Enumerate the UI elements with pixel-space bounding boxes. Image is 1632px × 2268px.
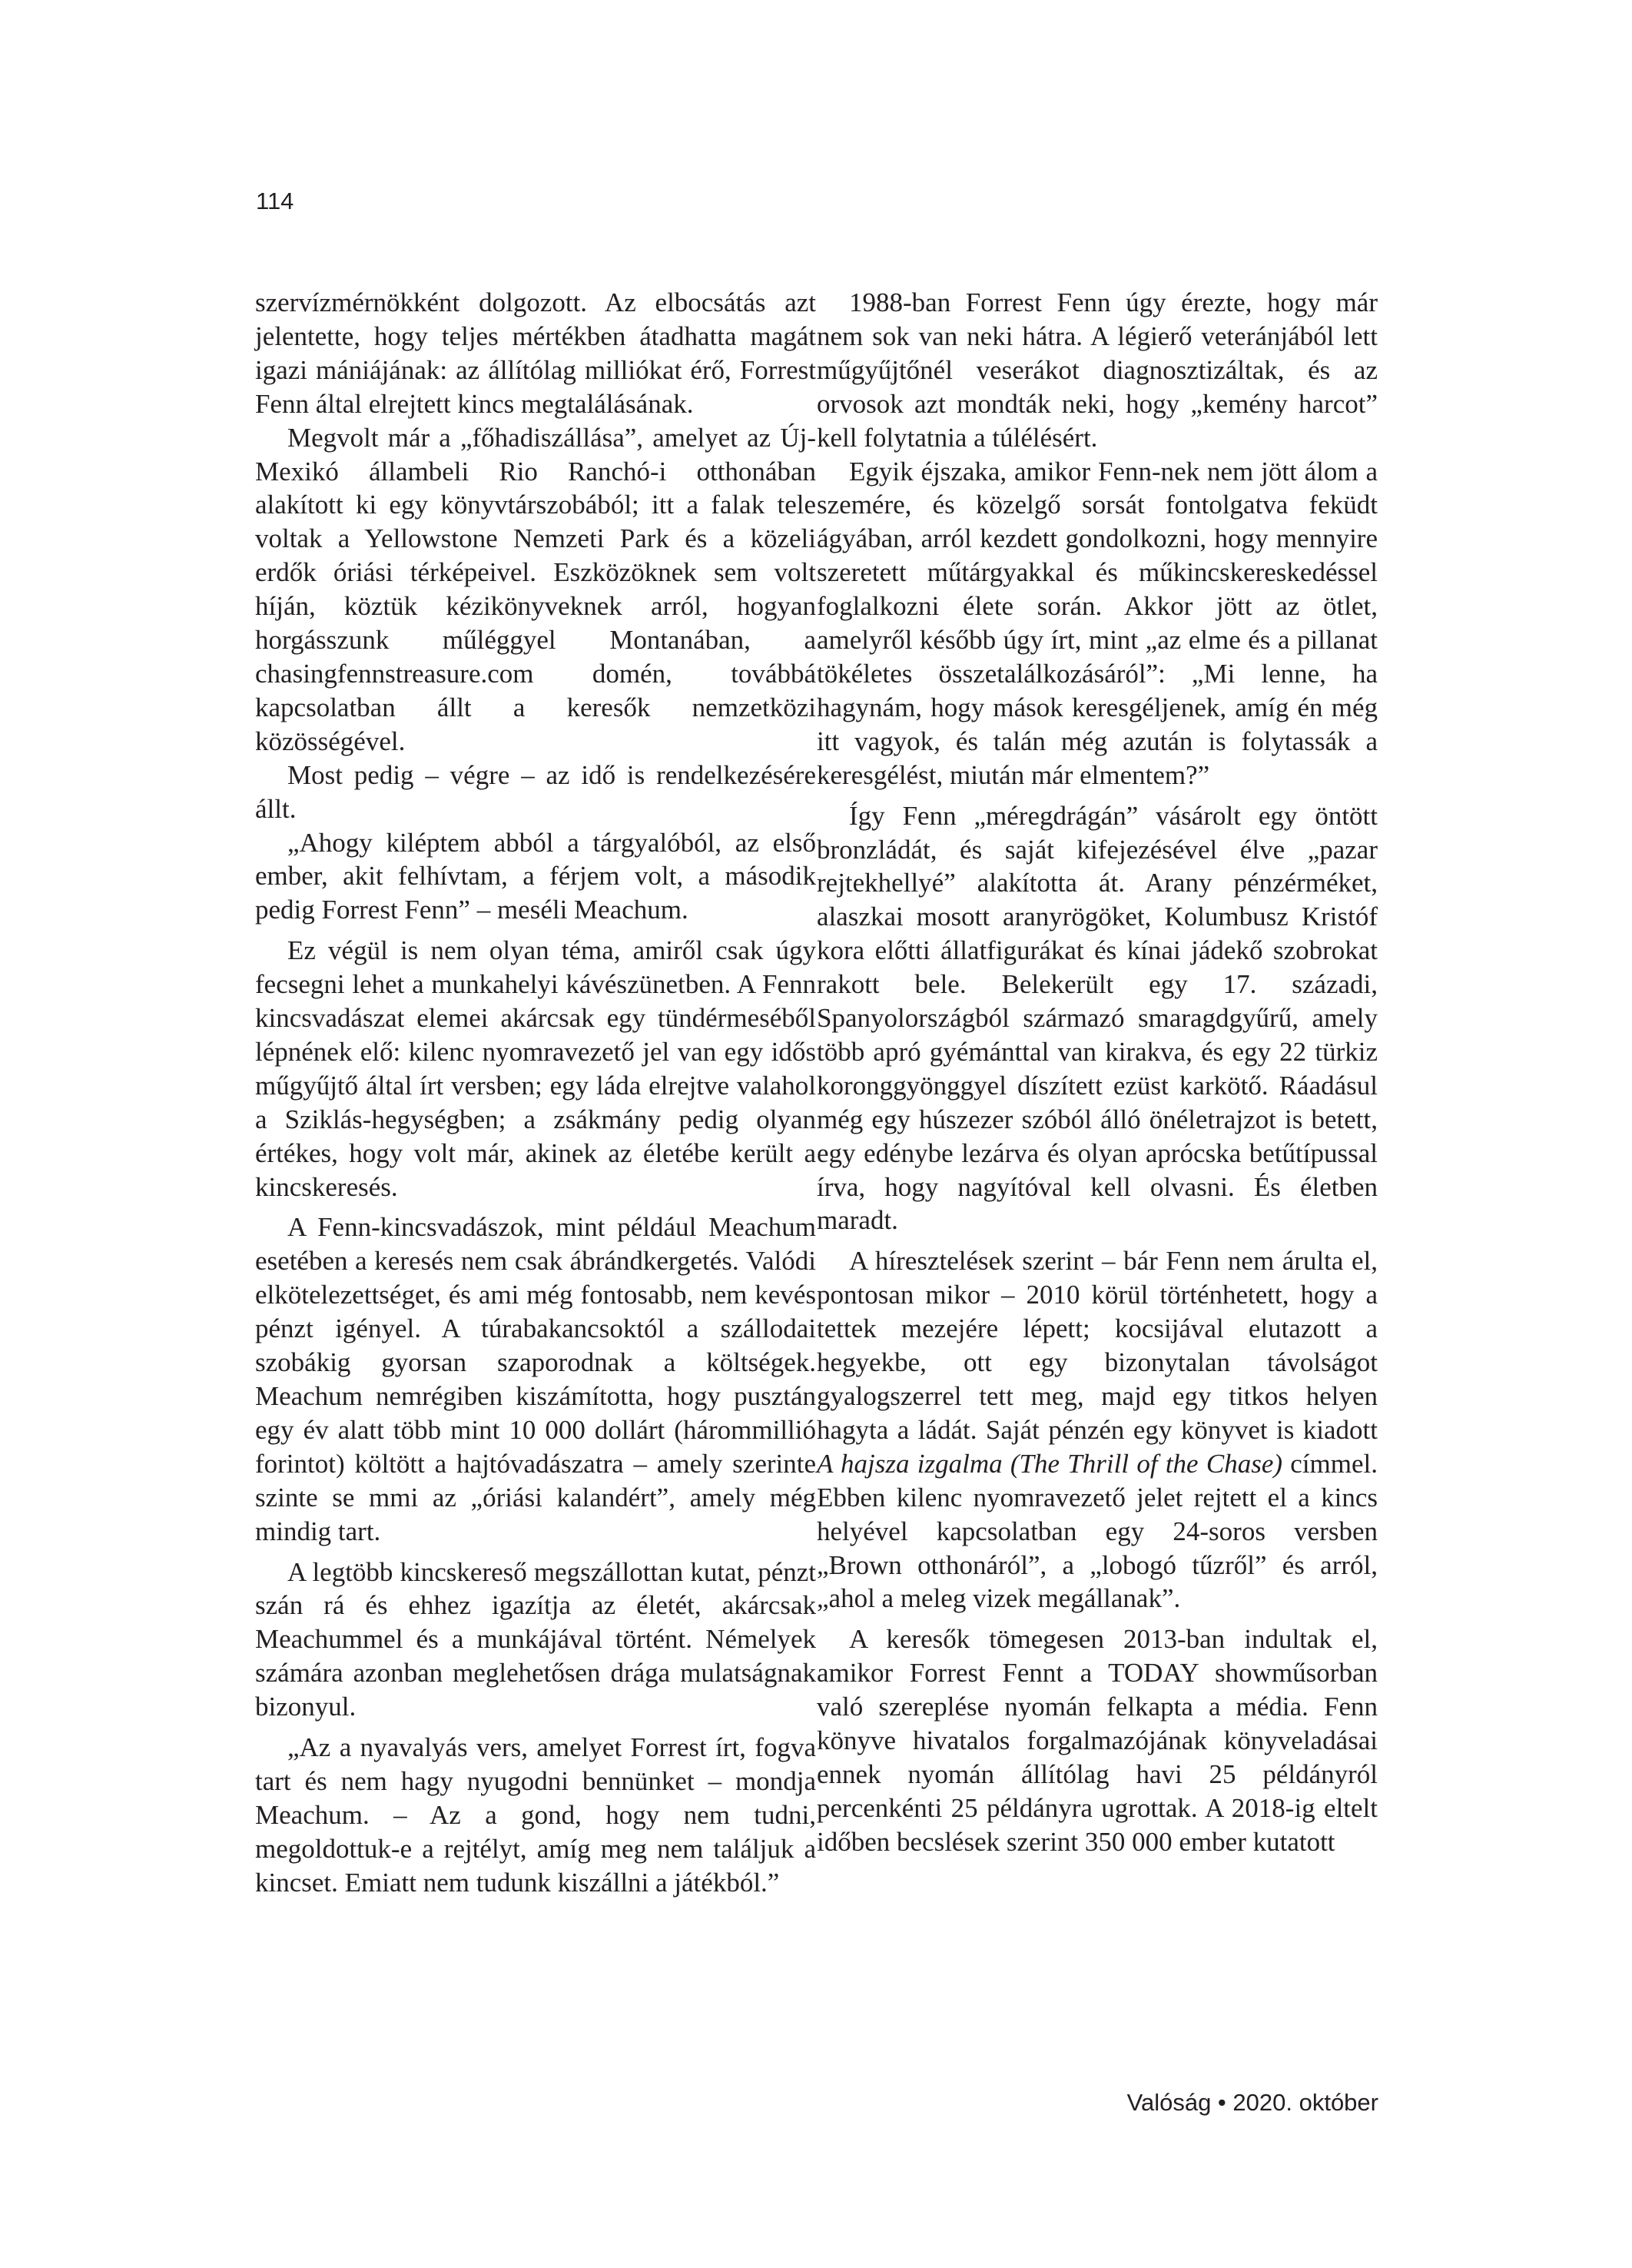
paragraph: Ez végül is nem olyan téma, amiről csak úgy fecsegni lehet a munkahelyi kávészünetben. A Fenn kincsvadászat elemei akárcsak egy tündérmeséből lépnének elő: kilenc nyomravezető jel van egy idős műgyűjtő által írt versben; egy láda elrejtve valahol a Sziklás-hegységben; a zsákmány pedig olyan értékes, hogy volt már, akinek az életébe került a kincskeresés. [255, 935, 816, 1202]
paragraph: 1988-ban Forrest Fenn úgy érezte, hogy már nem sok van neki hátra. A légierő veteránjából lett műgyűjtőnél veserákot diagnosztizáltak, és az orvosok azt mondták neki, hogy „kemény harcot” kell folytatnia a túlélésért. [817, 287, 1378, 453]
paragraph: szervízmérnökként dolgozott. Az elbocsátás azt jelentette, hogy teljes mértékben átadhatta magát igazi mániájának: az állítólag milliókat érő, Forrest Fenn által elrejtett kincs megtalálásának. [255, 287, 816, 419]
page-number: 114 [256, 188, 294, 214]
paragraph: „Az a nyavalyás vers, amelyet Forrest írt, fogva tart és nem hagy nyugodni bennünket – mondja Meachum. – Az a gond, hogy nem tudni, megoldottuk-e a rejtélyt, amíg meg nem találjuk a kincset. Emiatt nem tudunk kiszállni a játékból.” [255, 1732, 816, 1898]
paragraph-text: címmel. Ebben kilenc nyomravezető jelet rejtett el a kincs helyével kapcsolatban egy 24-soros versben „Brown otthonáról”, a „lobogó tűzről” és arról, „ahol a meleg vizek megállanak”. [817, 1448, 1378, 1614]
paragraph: Egyik éjszaka, amikor Fenn-nek nem jött álom a szemére, és közelgő sorsát fontolgatva feküdt ágyában, arról kezdett gondolkozni, hogy mennyire szeretett műtárgyakkal és műkincskereskedéssel foglalkozni élete során. Akkor jött az ötlet, amelyről később úgy írt, mint „az elme és a pillanat tökéletes összetalálkozásáról”: „Mi lenne, ha hagynám, hogy mások keresgéljenek, amíg én még itt vagyok, és talán még azután is folytassák a keresgélést, miután már elmentem?” [817, 456, 1378, 790]
paragraph: Most pedig – végre – az idő is rendelkezésére állt. [255, 759, 816, 824]
paragraph: „Ahogy kiléptem abból a tárgyalóból, az első ember, akit felhívtam, a férjem volt, a második pedig Forrest Fenn” – meséli Meachum. [255, 827, 816, 925]
book-title: A hajsza izgalma (The Thrill of the Chase) [817, 1448, 1283, 1479]
paragraph: Megvolt már a „főhadiszállása”, amelyet az Új-Mexikó állambeli Rio Ranchó-i otthonában alakított ki egy könyvtárszobából; itt a falak tele voltak a Yellowstone Nemzeti Park és a közeli erdők óriási térképeivel. Eszközöknek sem volt híján, köztük kézikönyveknek arról, hogyan horgásszunk műléggyel Montanában, a chasingfennstreasure.com domén, továbbá kapcsolatban állt a keresők nemzetközi közösségével. [255, 422, 816, 756]
right-column [817, 286, 1378, 1859]
left-column [255, 286, 816, 1900]
footer-issue-label: Valóság • 2020. október [1126, 2089, 1378, 2116]
paragraph: A keresők tömegesen 2013-ban indultak el, amikor Forrest Fennt a TODAY showműsorban való szereplése nyomán felkapta a média. Fenn könyve hivatalos forgalmazójának könyveladásai ennek nyomán állítólag havi 25 példányról percenkénti 25 példányra ugrottak. A 2018-ig eltelt időben becslések szerint 350 000 ember kutatott [817, 1624, 1378, 1857]
paragraph [817, 1244, 1378, 1615]
paragraph: Így Fenn „méregdrágán” vásárolt egy öntött bronzládát, és saját kifejezésével élve „pazar rejtekhellyé” alakította át. Arany pénzérméket, alaszkai mosott aranyrögöket, Kolumbusz Kristóf kora előtti állatfigurákat és kínai jádekő szobrokat rakott bele. Belekerült egy 17. századi, Spanyolországból származó smaragdgyűrű, amely több apró gyémánttal van kirakva, és egy 22 türkiz koronggyönggyel díszített ezüst karkötő. Ráadásul még egy húszezer szóból álló önéletrajzot is betett, egy edénybe lezárva és olyan aprócska betűtípussal írva, hogy nagyítóval kell olvasni. És életben maradt. [817, 800, 1378, 1236]
paragraph-text: A híresztelések szerint – bár Fenn nem árulta el, pontosan mikor – 2010 körül történhetett, hogy a tettek mezejére lépett; kocsijával elutazott a hegyekbe, ott egy bizonytalan távolságot gyalogszerrel tett meg, majd egy titkos helyen hagyta a ládát. Saját pénzén egy könyvet is kiadott [817, 1246, 1378, 1445]
paragraph: A legtöbb kincskereső megszállottan kutat, pénzt szán rá és ehhez igazítja az életét, akárcsak Meachummel és a munkájával történt. Némelyek számára azonban meglehetősen drága mulatságnak bizonyul. [255, 1556, 816, 1722]
paragraph: A Fenn-kincsvadászok, mint például Meachum esetében a keresés nem csak ábrándkergetés. Valódi elkötelezettséget, és ami még fontosabb, nem kevés pénzt igényel. A túrabakancsoktól a szállodai szobákig gyorsan szaporodnak a költségek. Meachum nemrégiben kiszámította, hogy pusztán egy év alatt több mint 10 000 dollárt (hárommillió forintot) költött a hajtóvadászatra – amely szerinte szinte se mmi az „óriási kalandért”, amely még mindig tart. [255, 1212, 816, 1546]
